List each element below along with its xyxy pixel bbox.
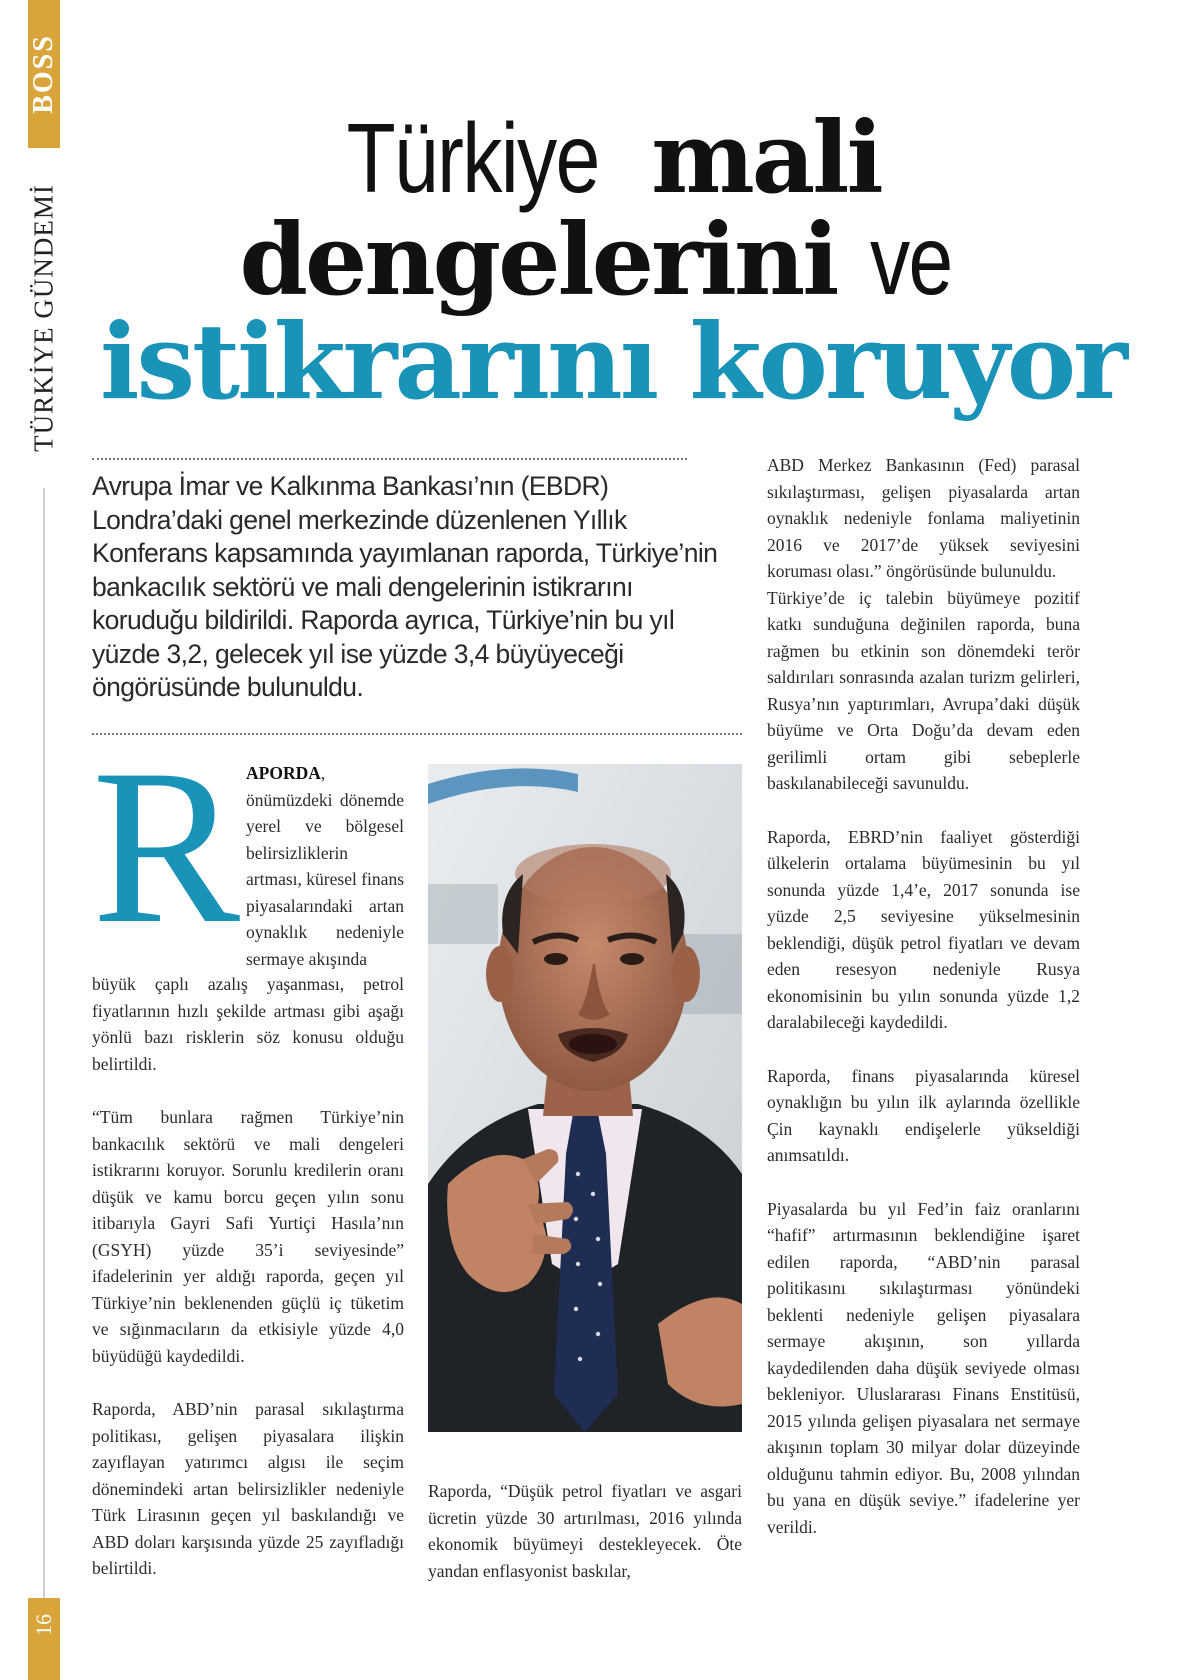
speaker-photo bbox=[428, 764, 742, 1432]
article-paragraph: Raporda, EBRD’nin faaliyet gösterdiği ülkelerin ortalama büyümesinin bu yıl sonunda yüzde 1,4’e, 2017 sonunda ise yüzde 2,5 seviyesine yükselmesinin beklendiği, düşük petrol fiyatları ve devam eden resesyon nedeniyle Rusya ekonomisinin bu yılın sonunda yüzde 1,2 daralabileceği kaydedildi. bbox=[767, 826, 1080, 1032]
article-paragraph: Raporda, “Düşük petrol fiyatları ve asgari ücretin yüzde 30 artırılması, 2016 yılında ekonomik büyümeyi destekleyecek. Öte yandan enflasyonist baskılar, bbox=[428, 1481, 742, 1581]
headline-word-light: Türkiye bbox=[346, 103, 599, 213]
brand-logo: BOSS bbox=[28, 34, 59, 114]
article-paragraph: ABD Merkez Bankasının (Fed) parasal sıkılaştırması, gelişen piyasalarda artan oynaklık nedeniyle fonlama maliyetinin 2016 ve 2017’de yüksek seviyesini koruması olası.” öngörüsünde bulunuldu. bbox=[767, 455, 1080, 581]
lead-paragraph: Avrupa İmar ve Kalkınma Bankası’nın (EBDR) Londra’daki genel merkezinde düzenlenen Yıllık Konferans kapsamında yayımlanan raporda, Türkiye’nin bankacılık sektörü ve mali dengelerinin istikrarını koruduğu bildirildi. Raporda ayrıca, Türkiye’nin bu yıl yüzde 3,2, gelecek yıl ise yüzde 3,4 büyüyeceği öngörüsünde bulunuldu. bbox=[92, 471, 718, 702]
drop-cap: R bbox=[92, 724, 241, 970]
article-paragraph: Piyasalarda bu yıl Fed’in faiz oranlarını “hafif” artırmasının beklendiğine işaret edilen raporda, “ABD’nin parasal politikasını sıkılaştırması yönündeki beklenti nedeniyle gelişen piyasalara sermaye akışının, son yıllarda kaydedilenden daha düşük seviyede olması bekleniyor. Uluslararası Finans Enstitüsü, 2015 yılında gelişen piyasalara net sermaye akışının toplam 30 milyar dolar düzeyinde olduğunu tahmin ediyor. Bu, 2008 yılından bu yana en düşük seviye.” ifadelerine yer verildi. bbox=[767, 1198, 1080, 1537]
headline-line-2 bbox=[100, 203, 1100, 318]
article-column-1 bbox=[92, 1104, 404, 1582]
page-number-tab bbox=[28, 1598, 60, 1680]
article-paragraph: büyük çaplı azalış yaşanması, petrol fiyatlarının hızlı şekilde artması gibi aşağı yönlü bazı risklerin söz konusu olduğu belirtildi. bbox=[92, 974, 404, 1074]
article-paragraph: Raporda, ABD’nin parasal sıkılaştırma politikası, gelişen piyasalara ilişkin zayıflayan yatırımcı algısı ile seçim dönemindeki artan belirsizlikler nedeniyle Türk Lirasının geçen yıl baskılandığı ve ABD doları karşısında yüzde 25 zayıfladığı belirtildi. bbox=[92, 1399, 404, 1578]
opening-word: APORDA bbox=[246, 763, 321, 783]
article-paragraph: Türkiye’de iç talebin büyümeye pozitif katkı sunduğuna değinilen raporda, buna rağmen bu etkinin son dönemdeki terör saldırıları sonrasında azalan turizm gelirleri, Rusya’nın yaptırımları, Avrupa’daki düşük büyüme ve Orta Doğu’da devam eden gerilimli ortam gibi sebeplerle baskılanabileceği savunuldu. bbox=[767, 587, 1080, 793]
article-column-3 bbox=[767, 452, 1080, 1540]
page-number: 16 bbox=[31, 1614, 56, 1636]
article-paragraph: Raporda, finans piyasalarında küresel oynaklığın bu yılın ilk aylarında özellikle Çin kaynaklı endişelerle yükseldiği anımsatıldı. bbox=[767, 1065, 1080, 1165]
article-column-2 bbox=[428, 1478, 742, 1584]
headline-line-1 bbox=[100, 101, 1100, 216]
headline-line-3: istikrarını koruyor bbox=[100, 300, 1125, 423]
headline-word-bold: dengelerini bbox=[239, 203, 837, 318]
article-paragraph: “Tüm bunlara rağmen Türkiye’nin bankacılık sektörü ve mali dengeleri istikrarını koruyor. Sorunlu kredilerin oranı düşük ve kamu borcu geçen yılın sonu itibarıyla Gayri Safi Yurtiçi Hasıla’nın (GSYH) yüzde 35’i seviyesinde” ifadelerinin yer aldığı raporda, geçen yıl Türkiye’nin beklenenden güçlü iç tüketim ve sığınmacıların da etkisiyle yüzde 4,0 büyüdüğü kaydedildi. bbox=[92, 1107, 404, 1366]
headline-word-bold: mali bbox=[651, 101, 881, 216]
article-opening bbox=[246, 760, 404, 972]
opening-text: , önümüzdeki dönemde yerel ve bölgesel belirsizliklerin artması, küresel finans piyasalarındaki artan oynaklık nedeniyle sermaye akışında bbox=[246, 763, 404, 969]
headline-word-light: ve bbox=[869, 205, 952, 315]
portrait-illustration bbox=[428, 764, 742, 1432]
sidebar-rule bbox=[43, 488, 45, 1598]
section-label: TÜRKİYE GÜNDEMİ bbox=[28, 184, 59, 452]
headline bbox=[100, 101, 1125, 423]
dotted-divider-top bbox=[92, 458, 687, 460]
